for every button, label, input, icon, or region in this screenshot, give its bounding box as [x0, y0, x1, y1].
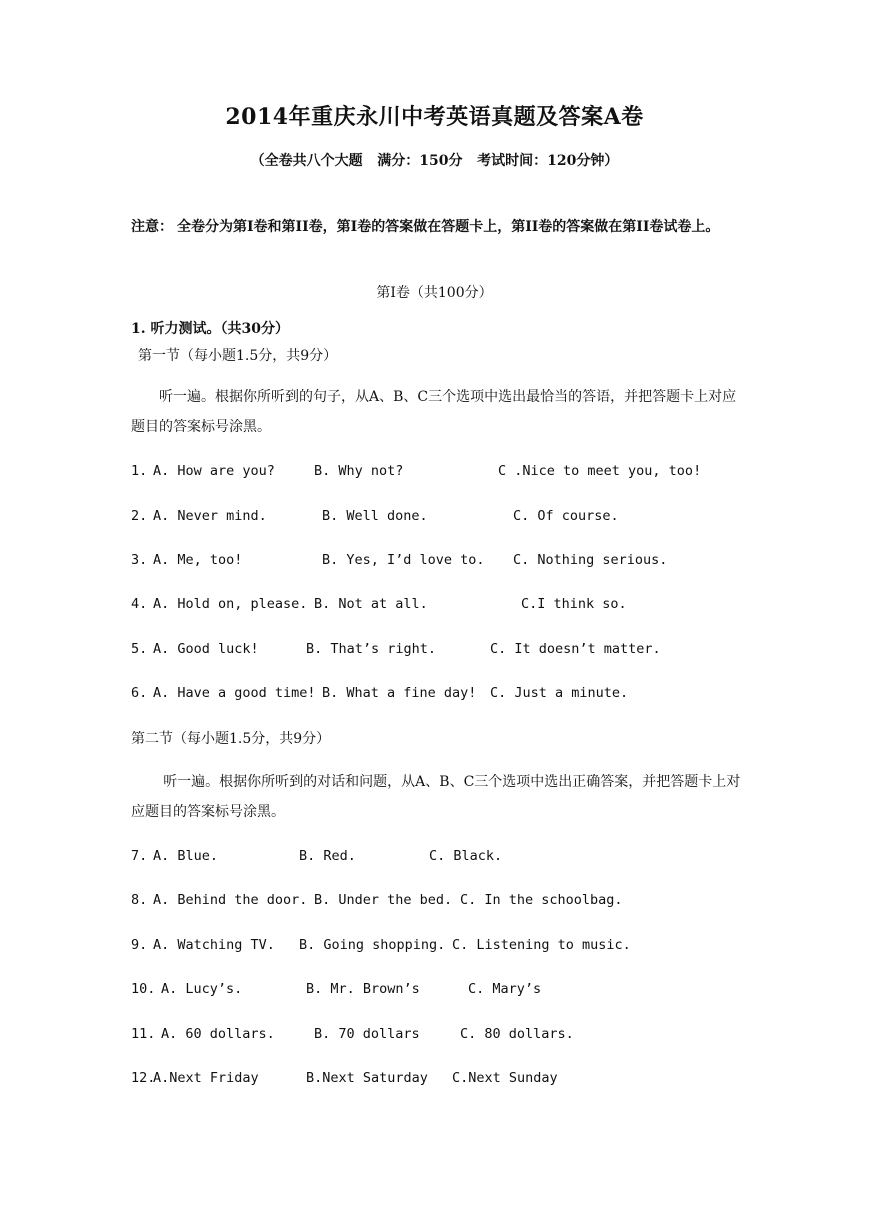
section-one-heading: 第一节（每小题1.5分，共9分） [138, 348, 338, 364]
question-number: 3. [131, 552, 148, 568]
section-two-instruction: 听一遍。根据你所听到的对话和问题，从A、B、C三个选项中选出正确答案，并把答题卡上对应题目的答案标号涂黑。 [131, 774, 741, 820]
option-c: C. 80 dollars. [460, 1026, 574, 1042]
option-b: B. That’s right. [306, 641, 437, 657]
question-item [131, 552, 668, 572]
question-number: 7. [131, 848, 148, 864]
option-c: C. Black. [429, 848, 503, 864]
question-number: 12. [131, 1070, 156, 1086]
option-b: B.Next Saturday [306, 1070, 428, 1086]
option-b: B. Going shopping. [299, 937, 446, 953]
option-b: B. What a fine day! [322, 685, 477, 701]
exam-info: （全卷共八个大题 满分：150分 考试时间：120分钟） [250, 153, 619, 169]
question-number: 11. [131, 1026, 156, 1042]
question-item [131, 596, 627, 616]
section-two-heading: 第二节（每小题1.5分，共9分） [131, 731, 331, 747]
question-item [131, 463, 702, 483]
question-item [131, 685, 629, 705]
question-number: 8. [131, 892, 148, 908]
option-c: C. It doesn’t matter. [490, 641, 661, 657]
option-c: C. Mary’s [468, 981, 542, 997]
option-a: A. Good luck! [153, 641, 259, 657]
option-c: C.I think so. [521, 596, 627, 612]
option-a: A. Hold on, please. [153, 596, 308, 612]
option-a: A. 60 dollars. [161, 1026, 275, 1042]
page-title: 2014年重庆永川中考英语真题及答案A卷 [225, 104, 644, 130]
option-c: C. Listening to music. [452, 937, 631, 953]
question-item [131, 848, 503, 868]
question-number: 5. [131, 641, 148, 657]
option-a: A. How are you? [153, 463, 275, 479]
question-item [131, 892, 623, 912]
question-item [131, 1070, 558, 1090]
notice [131, 214, 741, 240]
section-one-instruction: 听一遍。根据你所听到的句子，从A、B、C三个选项中选出最恰当的答语，并把答题卡上对应题目的答案标号涂黑。 [131, 389, 737, 435]
option-c: C .Nice to meet you, too! [498, 463, 702, 479]
option-b: B. Why not? [314, 463, 404, 479]
question-item [131, 641, 661, 661]
question-number: 10. [131, 981, 156, 997]
option-c: C. Of course. [513, 508, 619, 524]
option-a: A. Lucy’s. [161, 981, 243, 997]
question-number: 4. [131, 596, 148, 612]
option-c: C. Just a minute. [490, 685, 629, 701]
option-a: A. Watching TV. [153, 937, 275, 953]
question-item [131, 937, 631, 957]
question-number: 6. [131, 685, 148, 701]
question-item [131, 508, 619, 528]
part-one-heading: 第Ⅰ卷（共100分） [376, 285, 493, 301]
option-b: B. Red. [299, 848, 356, 864]
option-b: B. Under the bed. [314, 892, 453, 908]
option-a: A. Blue. [153, 848, 219, 864]
question-number: 2. [131, 508, 148, 524]
option-b: B. Yes, I’d love to. [322, 552, 485, 568]
notice-body: 全卷分为第Ⅰ卷和第II卷，第Ⅰ卷的答案做在答题卡上，第II卷的答案做在第II卷试卷上。 [177, 219, 720, 235]
option-c: C. In the schoolbag. [460, 892, 623, 908]
question-number: 1. [131, 463, 148, 479]
option-a: A. Behind the door. [153, 892, 308, 908]
option-a: A. Me, too! [153, 552, 243, 568]
listening-heading: 1. 听力测试。（共30分） [131, 321, 289, 337]
option-b: B. 70 dollars [314, 1026, 420, 1042]
option-c: C. Nothing serious. [513, 552, 668, 568]
question-item [131, 1026, 574, 1046]
option-a: A. Never mind. [153, 508, 267, 524]
option-a: A.Next Friday [153, 1070, 259, 1086]
option-b: B. Not at all. [314, 596, 428, 612]
question-number: 9. [131, 937, 148, 953]
option-b: B. Mr. Brown’s [306, 981, 420, 997]
notice-label: 注意： [131, 219, 173, 235]
option-a: A. Have a good time! [153, 685, 316, 701]
option-c: C.Next Sunday [452, 1070, 558, 1086]
option-b: B. Well done. [322, 508, 428, 524]
question-item [131, 981, 542, 1001]
